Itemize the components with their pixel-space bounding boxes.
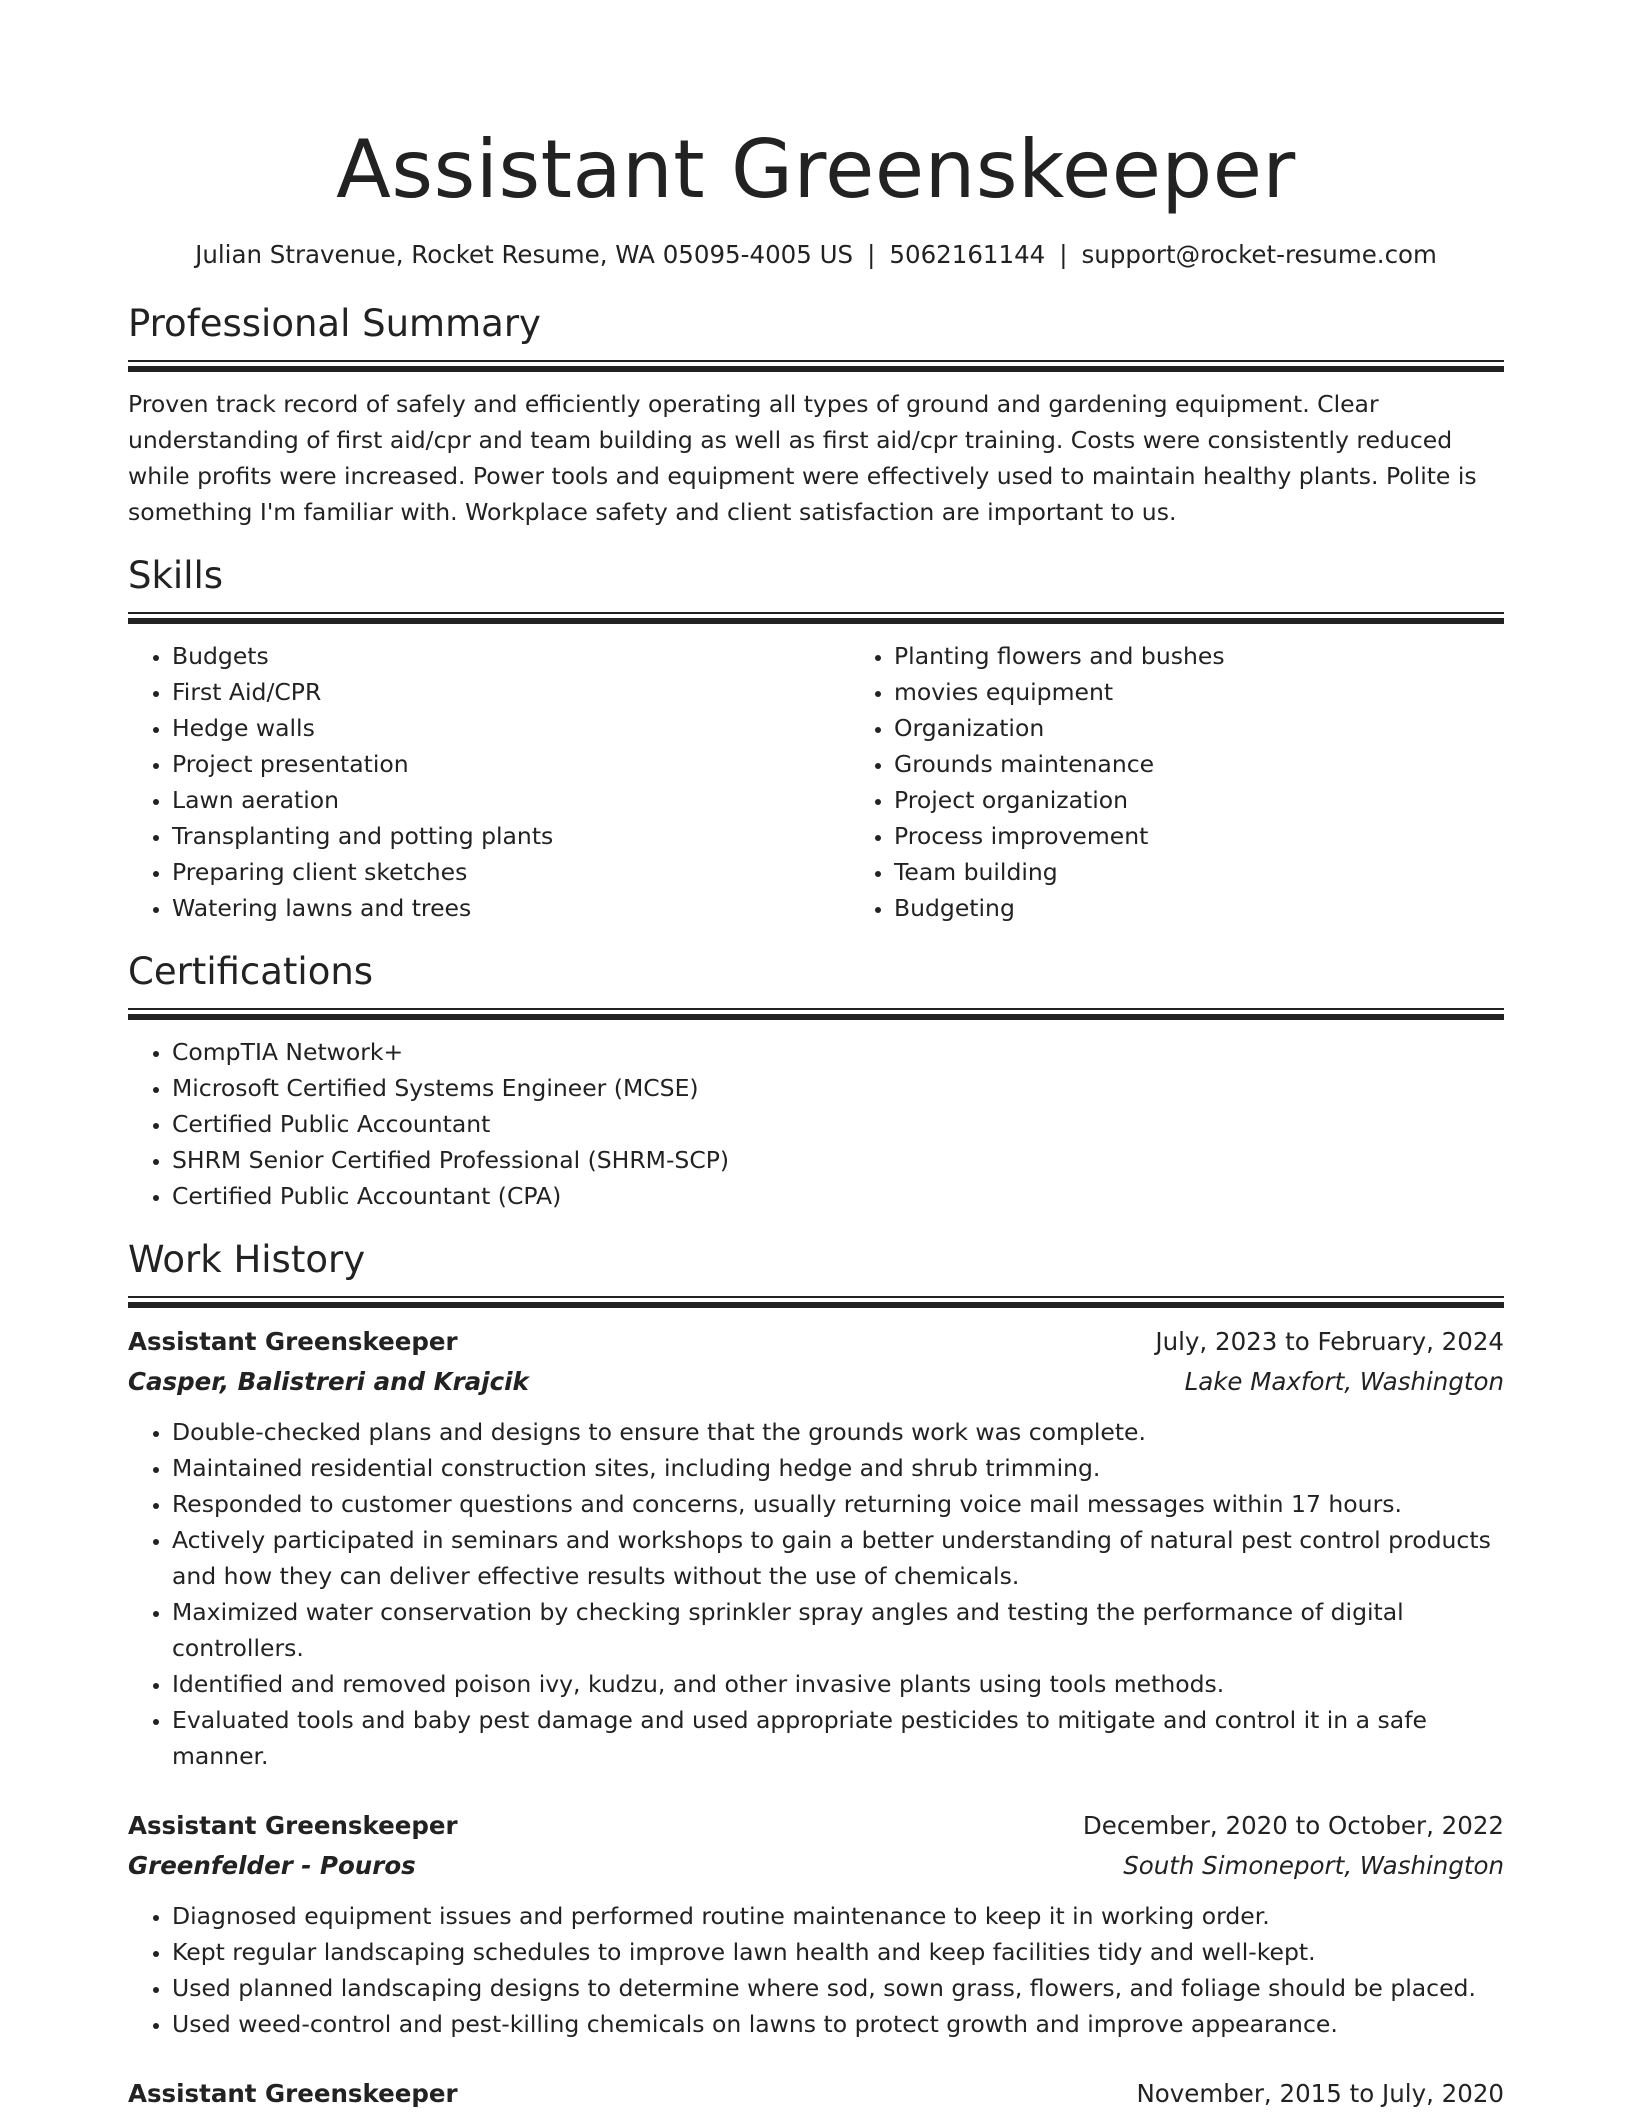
skill-item: • Preparing client sketches xyxy=(172,854,850,890)
skill-item: • Hedge walls xyxy=(172,710,850,746)
skill-item: • Process improvement xyxy=(894,818,1572,854)
job-dates: July, 2023 to February, 2024 xyxy=(1155,1327,1504,1356)
job-title: Assistant Greenskeeper xyxy=(128,1811,458,1840)
skill-item: • Grounds maintenance xyxy=(894,746,1572,782)
skills-columns xyxy=(128,638,1504,926)
job-entry xyxy=(128,1806,1504,2042)
skill-item: • Budgets xyxy=(172,638,850,674)
job-bullet: • Used weed-control and pest-killing chemicals on lawns to protect growth and improve appearance. xyxy=(172,2006,1504,2042)
job-bullet: • Used planned landscaping designs to determine where sod, sown grass, flowers, and foliage should be placed. xyxy=(172,1970,1504,2006)
skill-item: • Team building xyxy=(894,854,1572,890)
resume-name: Assistant Greenskeeper xyxy=(336,123,1296,216)
job-bullets xyxy=(128,1414,1504,1774)
certifications-section xyxy=(128,948,1504,1214)
job-entry xyxy=(128,2074,1504,2114)
section-divider xyxy=(128,360,1504,372)
job-title: Assistant Greenskeeper xyxy=(128,1327,458,1356)
job-bullets xyxy=(128,1898,1504,2042)
contact-separator: | xyxy=(867,240,876,269)
skills-list-right xyxy=(850,638,1572,926)
certification-item: • Certified Public Accountant xyxy=(172,1106,1504,1142)
job-bullet: • Identified and removed poison ivy, kudzu, and other invasive plants using tools methods. xyxy=(172,1666,1504,1702)
job-header xyxy=(128,1806,1504,1846)
skill-item: • Lawn aeration xyxy=(172,782,850,818)
skill-item: • Watering lawns and trees xyxy=(172,890,850,926)
job-bullet: • Kept regular landscaping schedules to improve lawn health and keep facilities tidy and well-kept. xyxy=(172,1934,1504,1970)
job-subheader xyxy=(128,1362,1504,1402)
skills-list-left xyxy=(128,638,850,926)
section-divider xyxy=(128,1008,1504,1020)
job-bullet: • Actively participated in seminars and workshops to gain a better understanding of natural pest control products and how they can deliver effective results without the use of chemicals. xyxy=(172,1522,1504,1594)
job-bullet: • Evaluated tools and baby pest damage and used appropriate pesticides to mitigate and control it in a safe manner. xyxy=(172,1702,1504,1774)
certification-item: • Certified Public Accountant (CPA) xyxy=(172,1178,1504,1214)
job-bullet: • Responded to customer questions and concerns, usually returning voice mail messages within 17 hours. xyxy=(172,1486,1504,1522)
summary-section xyxy=(128,300,1504,530)
skill-item: • movies equipment xyxy=(894,674,1572,710)
certification-item: • SHRM Senior Certified Professional (SHRM-SCP) xyxy=(172,1142,1504,1178)
certification-item: • CompTIA Network+ xyxy=(172,1034,1504,1070)
skill-item: • Transplanting and potting plants xyxy=(172,818,850,854)
job-dates: November, 2015 to July, 2020 xyxy=(1136,2079,1504,2108)
job-bullet: • Double-checked plans and designs to ensure that the grounds work was complete. xyxy=(172,1414,1504,1450)
contact-line xyxy=(128,238,1504,272)
job-entry xyxy=(128,1322,1504,1774)
job-header xyxy=(128,1322,1504,1362)
section-title-work-history: Work History xyxy=(128,1238,366,1281)
skill-item: • Organization xyxy=(894,710,1572,746)
resume-content xyxy=(128,0,1504,2114)
job-title: Assistant Greenskeeper xyxy=(128,2079,458,2108)
job-location: South Simoneport, Washington xyxy=(1123,1851,1504,1880)
summary-text: Proven track record of safely and efficiently operating all types of ground and gardening equipment. Clear understanding of first aid/cpr and team building as well as first aid/cpr training. Costs were consistently reduced while profits were increased. Power tools and equipment were effectively used to maintain healthy plants. Polite is something I'm familiar with. Workplace safety and client satisfaction are important to us. xyxy=(128,390,1477,526)
skill-item: • First Aid/CPR xyxy=(172,674,850,710)
contact-address: Julian Stravenue, Rocket Resume, WA 05095-4005 US xyxy=(195,240,854,269)
skills-section xyxy=(128,552,1504,926)
contact-email[interactable]: support@rocket-resume.com xyxy=(1081,240,1437,269)
skill-item: • Project organization xyxy=(894,782,1572,818)
job-subheader xyxy=(128,1846,1504,1886)
work-history-section xyxy=(128,1236,1504,2114)
contact-phone: 5062161144 xyxy=(889,240,1046,269)
job-bullet: • Maximized water conservation by checking sprinkler spray angles and testing the performance of digital controllers. xyxy=(172,1594,1504,1666)
certifications-list xyxy=(128,1034,1504,1214)
job-company: Greenfelder - Pouros xyxy=(128,1851,416,1880)
section-divider xyxy=(128,612,1504,624)
skill-item: • Project presentation xyxy=(172,746,850,782)
job-location: Lake Maxfort, Washington xyxy=(1184,1367,1504,1396)
contact-separator: | xyxy=(1059,240,1068,269)
skill-item: • Budgeting xyxy=(894,890,1572,926)
section-title-summary: Professional Summary xyxy=(128,302,541,345)
job-company: Casper, Balistreri and Krajcik xyxy=(128,1367,529,1396)
job-bullet: • Diagnosed equipment issues and performed routine maintenance to keep it in working order. xyxy=(172,1898,1504,1934)
job-bullet: • Maintained residential construction sites, including hedge and shrub trimming. xyxy=(172,1450,1504,1486)
section-divider xyxy=(128,1296,1504,1308)
certification-item: • Microsoft Certified Systems Engineer (MCSE) xyxy=(172,1070,1504,1106)
job-header xyxy=(128,2074,1504,2114)
section-title-skills: Skills xyxy=(128,554,224,597)
skill-item: • Planting flowers and bushes xyxy=(894,638,1572,674)
job-dates: December, 2020 to October, 2022 xyxy=(1082,1811,1504,1840)
section-title-certifications: Certifications xyxy=(128,950,374,993)
